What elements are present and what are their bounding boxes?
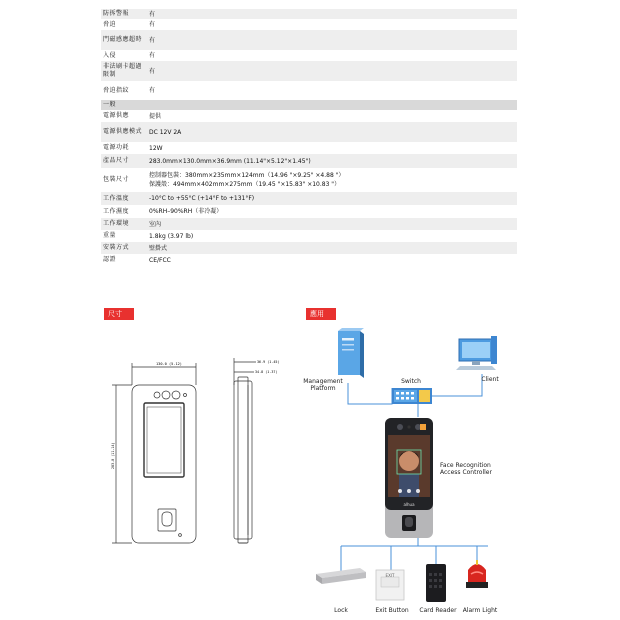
spec-key: 工作環境 <box>103 220 130 227</box>
spec-value <box>147 207 517 216</box>
spec-key: 認證 <box>103 256 117 263</box>
spec-value-line: 壁掛式 <box>149 244 168 252</box>
spec-value-line: CE/FCC <box>149 256 171 264</box>
spec-value-line: 控制器包裝：380mm×235mm×124mm（14.96 "×9.25" ×4.88 "） <box>149 172 345 179</box>
switch-icon <box>392 388 432 404</box>
spec-row <box>101 254 517 266</box>
spec-key: 一般 <box>103 101 117 108</box>
spec-value <box>147 67 517 76</box>
spec-value-line: 保護殼：494mm×402mm×275mm（19.45 "×15.83" ×10.83 "） <box>149 181 341 188</box>
spec-row <box>101 242 517 254</box>
spec-value-line: 0%RH–90%RH（非冷凝） <box>149 208 223 215</box>
spec-value-line: 有 <box>149 67 156 75</box>
spec-value <box>147 112 517 121</box>
spec-key: 脅迫 <box>103 20 117 28</box>
spec-section-header <box>101 100 517 110</box>
card-reader-icon <box>426 564 446 602</box>
client-label: Client <box>481 376 499 383</box>
card-reader-label: Card Reader <box>419 607 457 614</box>
front-panel-outline <box>132 385 196 543</box>
spec-row <box>101 218 517 230</box>
front-width-label: 130.0 (5.12) <box>156 362 182 366</box>
side-inner-label: 34.8 (1.37) <box>255 370 278 374</box>
spec-value <box>147 232 517 241</box>
spec-value-line: 有 <box>149 52 156 59</box>
spec-value-line: 有 <box>149 21 156 28</box>
device-label: Face Recognition Access Controller <box>440 462 492 476</box>
alarm-light-icon <box>466 560 488 588</box>
client-pc-icon <box>456 336 497 370</box>
exit-button-label: Exit Button <box>375 607 409 614</box>
switch-label: Switch <box>401 378 421 385</box>
spec-row <box>101 30 517 50</box>
spec-value-line: 有 <box>149 10 156 18</box>
spec-row <box>101 154 517 168</box>
spec-key: 重量 <box>103 232 117 239</box>
spec-key: 非法刷卡超過限制 <box>103 63 143 78</box>
spec-value-line: 有 <box>149 36 156 44</box>
spec-value-line: 283.0mm×130.0mm×36.9mm (11.14"×5.12"×1.45") <box>149 157 311 165</box>
spec-value <box>147 171 517 189</box>
spec-row <box>101 142 517 154</box>
side-depth-label: 36.9 (1.45) <box>257 360 280 364</box>
spec-table <box>101 9 517 266</box>
spec-row <box>101 168 517 192</box>
spec-row <box>101 205 517 218</box>
spec-key: 電源供應 <box>103 112 130 119</box>
spec-value <box>147 51 517 60</box>
spec-value <box>147 244 517 253</box>
spec-key: 脅迫指紋 <box>103 86 130 94</box>
spec-value <box>147 157 517 166</box>
face-recognition-device <box>385 418 433 538</box>
side-panel-outline <box>234 381 252 539</box>
spec-value <box>147 10 517 19</box>
spec-key: 入侵 <box>103 51 117 59</box>
spec-value <box>147 256 517 265</box>
spec-row <box>101 81 517 100</box>
spec-value <box>147 20 517 29</box>
spec-value-line: DC 12V 2A <box>149 128 182 136</box>
dimensions-tag: 尺寸 <box>104 308 134 320</box>
spec-value-line: -10°C to +55°C (+14°F to +131°F) <box>149 195 255 202</box>
spec-value <box>147 86 517 95</box>
height-label: 283.0 (11.14) <box>111 442 115 469</box>
lock-label: Lock <box>334 607 348 614</box>
spec-value <box>147 36 517 45</box>
spec-value <box>147 194 517 203</box>
brand-logo: alhua <box>403 502 415 507</box>
dimension-drawing <box>110 355 290 555</box>
platform-label: Management Platform <box>303 378 343 392</box>
spec-key: 工作濕度 <box>103 207 130 215</box>
spec-value <box>147 144 517 153</box>
front-screen-outline <box>144 403 184 477</box>
spec-key: 門磁感應超時 <box>103 36 143 43</box>
spec-value-line: 室內 <box>149 220 162 228</box>
spec-key: 電源供應模式 <box>103 128 143 135</box>
spec-value-line: 有 <box>149 87 156 94</box>
spec-row <box>101 19 517 30</box>
spec-key: 產品尺寸 <box>103 157 130 164</box>
application-diagram <box>296 326 514 618</box>
exit-sign-text: EXIT <box>385 573 395 578</box>
spec-value-line: 1.8kg (3.97 lb) <box>149 232 194 240</box>
spec-row <box>101 50 517 61</box>
server-icon <box>338 328 364 378</box>
spec-value <box>147 220 517 229</box>
spec-row <box>101 61 517 81</box>
spec-value <box>147 128 517 137</box>
spec-key: 防拆警報 <box>103 10 130 17</box>
spec-key: 安裝方式 <box>103 244 130 251</box>
spec-row <box>101 9 517 19</box>
spec-key: 工作溫度 <box>103 194 130 202</box>
application-tag: 應用 <box>306 308 336 320</box>
client-link <box>432 374 482 396</box>
spec-key: 包裝尺寸 <box>103 176 130 183</box>
spec-value-line: 提供 <box>149 112 162 120</box>
spec-row <box>101 110 517 122</box>
alarm-light-label: Alarm Light <box>462 607 498 614</box>
spec-row <box>101 122 517 142</box>
spec-key: 電源功耗 <box>103 144 130 151</box>
platform-link <box>348 383 392 404</box>
spec-row <box>101 230 517 242</box>
spec-row <box>101 192 517 205</box>
spec-value-line: 12W <box>149 144 163 152</box>
